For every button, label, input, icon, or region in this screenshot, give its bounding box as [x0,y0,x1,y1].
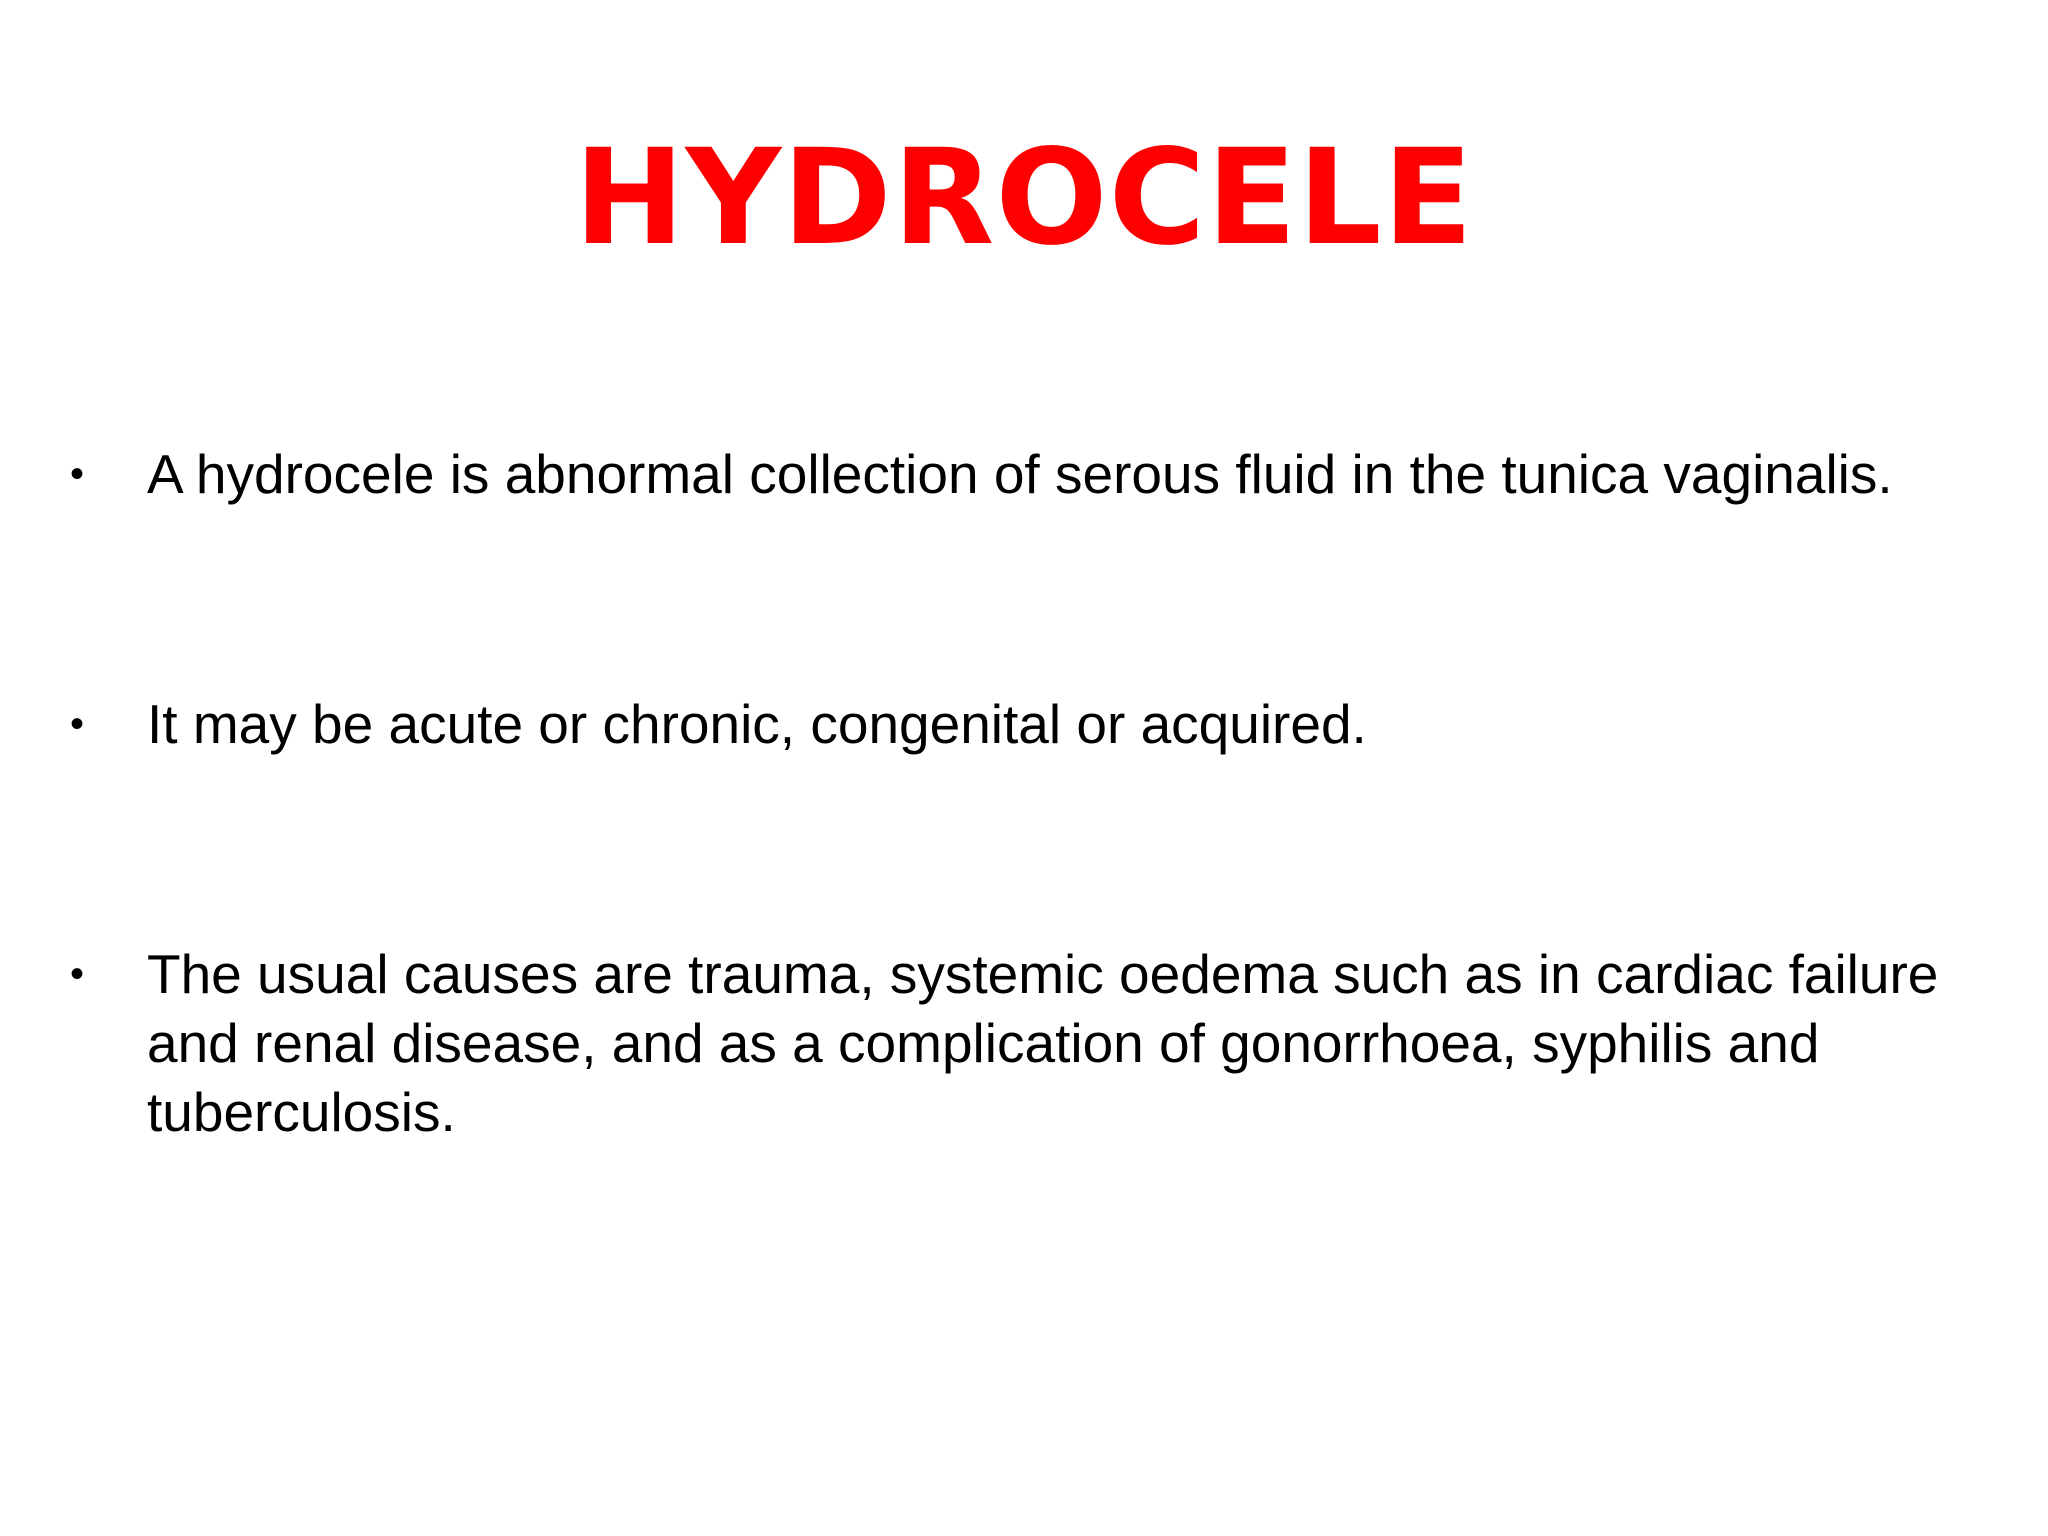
bullet-item-1 [70,440,2010,509]
bullet-item-2 [70,690,2010,759]
bullet-dot-icon: • [70,452,85,496]
bullet-text: It may be acute or chronic, congenital or acquired. [147,693,1367,755]
bullet-text: The usual causes are trauma, systemic oedema such as in cardiac failure and renal disease, and as a complication of gonorrhoea, syphilis and tuberculosis. [147,943,1939,1143]
slide-title: HYDROCELE [574,121,1474,275]
bullet-list [70,440,2010,1147]
bullet-dot-icon: • [70,702,85,746]
bullet-item-3 [70,940,2010,1147]
bullet-dot-icon: • [70,952,85,996]
bullet-text: A hydrocele is abnormal collection of serous fluid in the tunica vaginalis. [147,443,1893,505]
